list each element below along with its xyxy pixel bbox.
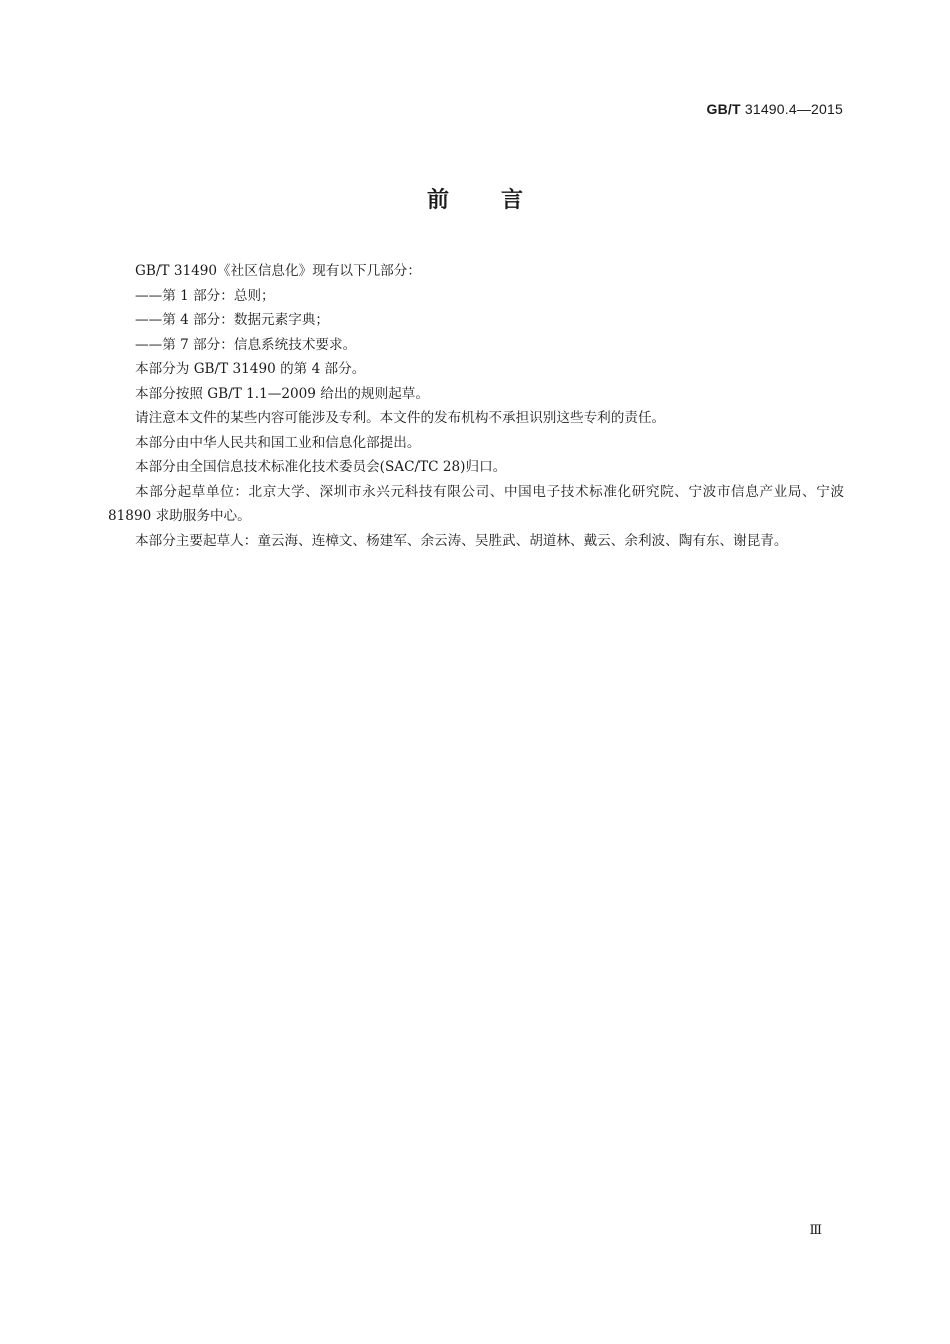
list-item-part-7: ——第 7 部分：信息系统技术要求。 (135, 336, 357, 353)
list-item-part-1: ——第 1 部分：总则； (135, 287, 275, 304)
page-number: Ⅲ (809, 1223, 822, 1238)
foreword-body (108, 259, 844, 553)
standard-code-number: 31490.4—2015 (744, 101, 843, 117)
paragraph-this-part: 本部分为 GB/T 31490 的第 4 部分。 (135, 361, 366, 377)
paragraph-administered-by: 本部分由全国信息技术标准化技术委员会(SAC/TC 28)归口。 (135, 459, 507, 475)
paragraph-patent-notice: 请注意本文件的某些内容可能涉及专利。本文件的发布机构不承担识别这些专利的责任。 (135, 410, 666, 426)
page-title: 前言 (426, 188, 575, 213)
list-item-part-4: ——第 4 部分：数据元素字典； (135, 312, 330, 328)
paragraph-drafters: 本部分主要起草人：童云海、连樟文、杨建军、余云涛、吴胜武、胡道林、戴云、余利波、陶有东、谢昆青。 (135, 532, 788, 549)
paragraph-proposed-by: 本部分由中华人民共和国工业和信息化部提出。 (135, 434, 421, 451)
paragraph-drafting-units: 本部分起草单位：北京大学、深圳市永兴元科技有限公司、中国电子技术标准化研究院、宁波市信息产业局、宁波 81890 求助服务中心。 (108, 483, 844, 524)
paragraph-drafting-rules: 本部分按照 GB/T 1.1—2009 给出的规则起草。 (135, 385, 429, 402)
standard-code-prefix: GB/T (706, 101, 741, 117)
paragraph-parts-intro: GB/T 31490《社区信息化》现有以下几部分： (135, 263, 421, 279)
standard-code (707, 101, 844, 117)
